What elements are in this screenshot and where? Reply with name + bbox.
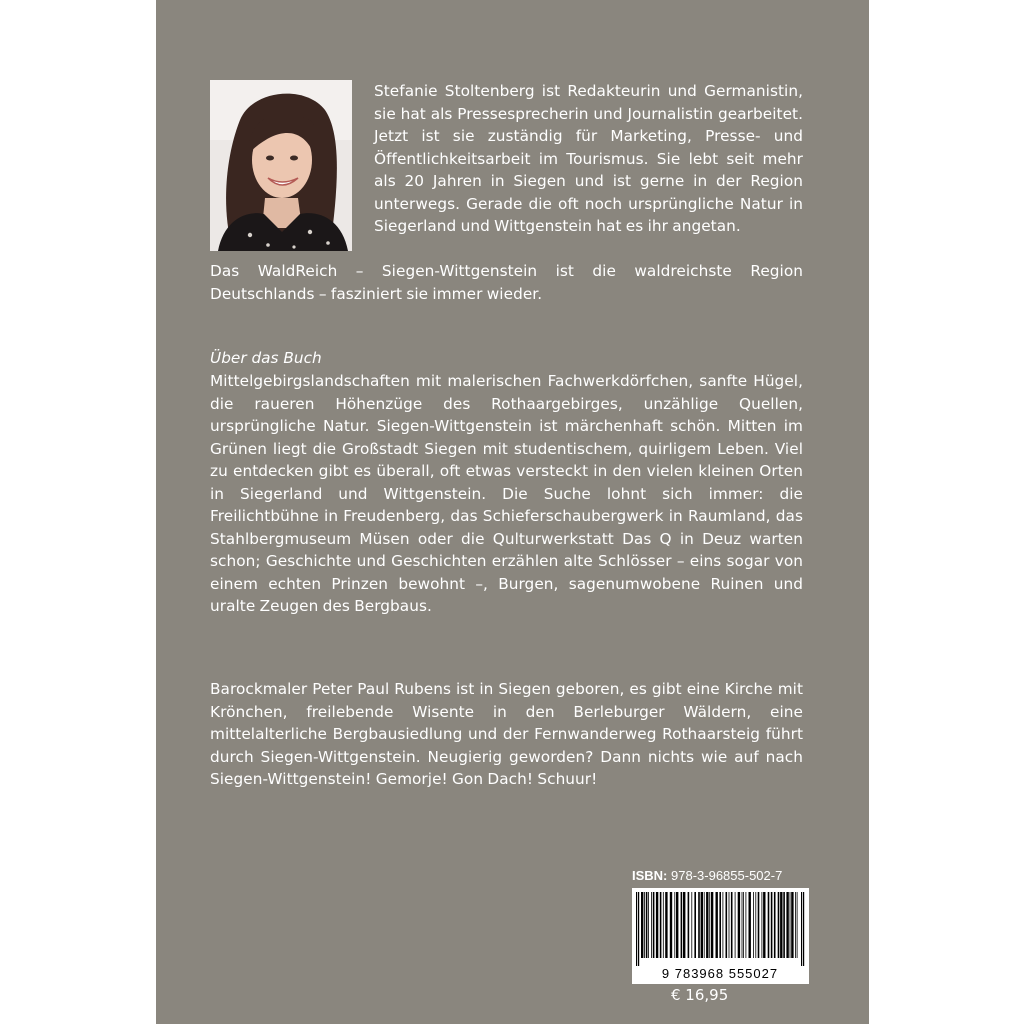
barcode-bar bbox=[780, 892, 782, 958]
barcode-bar bbox=[762, 892, 763, 958]
barcode-bar bbox=[656, 892, 658, 958]
barcode-bar bbox=[683, 892, 685, 958]
barcode-bar bbox=[786, 892, 788, 958]
barcode-bar bbox=[790, 892, 791, 958]
barcode-bar bbox=[719, 892, 721, 958]
barcode-bar bbox=[698, 892, 700, 958]
barcode-bar bbox=[646, 892, 648, 958]
barcode-bar bbox=[795, 892, 796, 958]
author-portrait-image bbox=[210, 80, 352, 251]
isbn-label bbox=[632, 868, 782, 883]
barcode-bar bbox=[791, 892, 793, 958]
barcode-bar bbox=[755, 892, 756, 958]
about-book-heading: Über das Buch bbox=[210, 349, 322, 367]
barcode-bar bbox=[797, 892, 798, 958]
barcode-bar bbox=[783, 892, 785, 958]
author-bio-continued: Das WaldReich – Siegen-Wittgenstein ist die waldreichste Region Deutschlands – fasziniert sie immer wieder. bbox=[210, 262, 803, 303]
barcode-bar bbox=[758, 892, 760, 958]
barcode-bar bbox=[694, 892, 696, 958]
price: € 16,95 bbox=[671, 986, 729, 1004]
barcode-bar bbox=[653, 892, 655, 958]
barcode-bar bbox=[648, 892, 649, 958]
barcode-bar bbox=[663, 892, 664, 958]
barcode-bar bbox=[749, 892, 751, 958]
barcode-bar bbox=[774, 892, 776, 958]
barcode-bar bbox=[676, 892, 678, 958]
barcode-bar bbox=[670, 892, 672, 958]
barcode-bar bbox=[709, 892, 710, 958]
barcode-guard-bar bbox=[801, 892, 802, 966]
barcode-digits: 9 783968 555027 bbox=[661, 966, 779, 981]
barcode-bar bbox=[723, 892, 724, 958]
barcode-bar bbox=[763, 892, 765, 958]
barcode-bar bbox=[771, 892, 773, 958]
isbn-barcode bbox=[632, 888, 809, 984]
barcode-guard-bar bbox=[803, 892, 804, 966]
barcode-bar bbox=[674, 892, 675, 958]
barcode-bar bbox=[665, 892, 667, 958]
barcode-graphic bbox=[632, 888, 809, 984]
barcode-bar bbox=[731, 892, 733, 958]
barcode-bar bbox=[729, 892, 730, 958]
isbn-prefix: ISBN: bbox=[632, 868, 668, 883]
barcode-bar bbox=[706, 892, 708, 958]
barcode-bar bbox=[660, 892, 662, 958]
barcode-bar bbox=[768, 892, 770, 958]
about-book-paragraph: Mittelgebirgslandschaften mit malerischen Fachwerkdörfchen, sanfte Hügel, die raueren Höhenzüge des Rothaargebirges, unzählige Quellen, ursprüngliche Natur. Siegen-Wittgenstein ist märchenhaft schön. Mitten im Grünen liegt die Großstadt Siegen mit studentischem, quirligem Leben. Viel zu entdecken gibt es überall, oft etwas versteckt in den vielen kleinen Orten in Siegerland und Wittgenstein. Die Suche lohnt sich immer: die Freilichtbühne in Freudenberg, das Schieferschaubergwerk in Raumland, das Stahlbergmuseum Müsen oder die Qulturwerkstatt Das Q in Deuz warten schon; Geschichte und Geschichten erzählen alte Schlösser – eins sogar von einem echten Prinzen bewohnt –, Burgen, sagenumwobene Ruinen und uralte Zeugen des Bergbaus. bbox=[210, 372, 803, 615]
isbn-number: 978-3-96855-502-7 bbox=[671, 868, 783, 883]
barcode-bar bbox=[691, 892, 692, 958]
barcode-bar bbox=[753, 892, 754, 958]
barcode-bar bbox=[681, 892, 683, 958]
barcode-bar bbox=[644, 892, 645, 958]
barcode-bar bbox=[735, 892, 736, 958]
barcode-bar bbox=[746, 892, 747, 958]
barcode-bar bbox=[641, 892, 643, 958]
barcode-bar bbox=[688, 892, 690, 958]
author-photo bbox=[210, 80, 352, 251]
barcode-bar bbox=[716, 892, 718, 958]
barcode-bar bbox=[743, 892, 744, 958]
about-book-paragraph: Barockmaler Peter Paul Rubens ist in Siegen geboren, es gibt eine Kirche mit Krönchen, freilebende Wisente in den Berleburger Wäldern, eine mittelalterliche Bergbausiedlung und der Fernwanderweg Rothaarsteig führt durch Siegen-Wittgenstein. Neugierig geworden? Dann nichts wie auf nach Siegen-Wittgenstein! Gemorje! Gon Dach! Schuur! bbox=[210, 680, 803, 788]
back-cover bbox=[156, 0, 869, 1024]
barcode-bar bbox=[742, 892, 743, 958]
barcode-bar bbox=[704, 892, 705, 958]
barcode-guard-bar bbox=[638, 892, 639, 966]
barcode-bar bbox=[651, 892, 652, 958]
barcode-bar bbox=[711, 892, 713, 958]
barcode-guard-bar bbox=[636, 892, 637, 966]
barcode-bar bbox=[701, 892, 703, 958]
author-bio: Stefanie Stoltenberg ist Redakteurin und Germanistin, sie hat als Pressesprecherin und Journalistin gearbeitet. Jetzt ist sie zuständig für Marketing, Presse- und Öffentlichkeitsarbeit im Tourismus. Sie lebt seit mehr als 20 Jahren in Siegen und ist gerne in der Region unterwegs. Gerade die oft noch ursprüngliche Natur in Siegerland und Wittgenstein hat es ihr angetan. bbox=[374, 82, 803, 235]
barcode-bar bbox=[778, 892, 780, 958]
barcode-bar bbox=[726, 892, 728, 958]
barcode-bar bbox=[738, 892, 740, 958]
